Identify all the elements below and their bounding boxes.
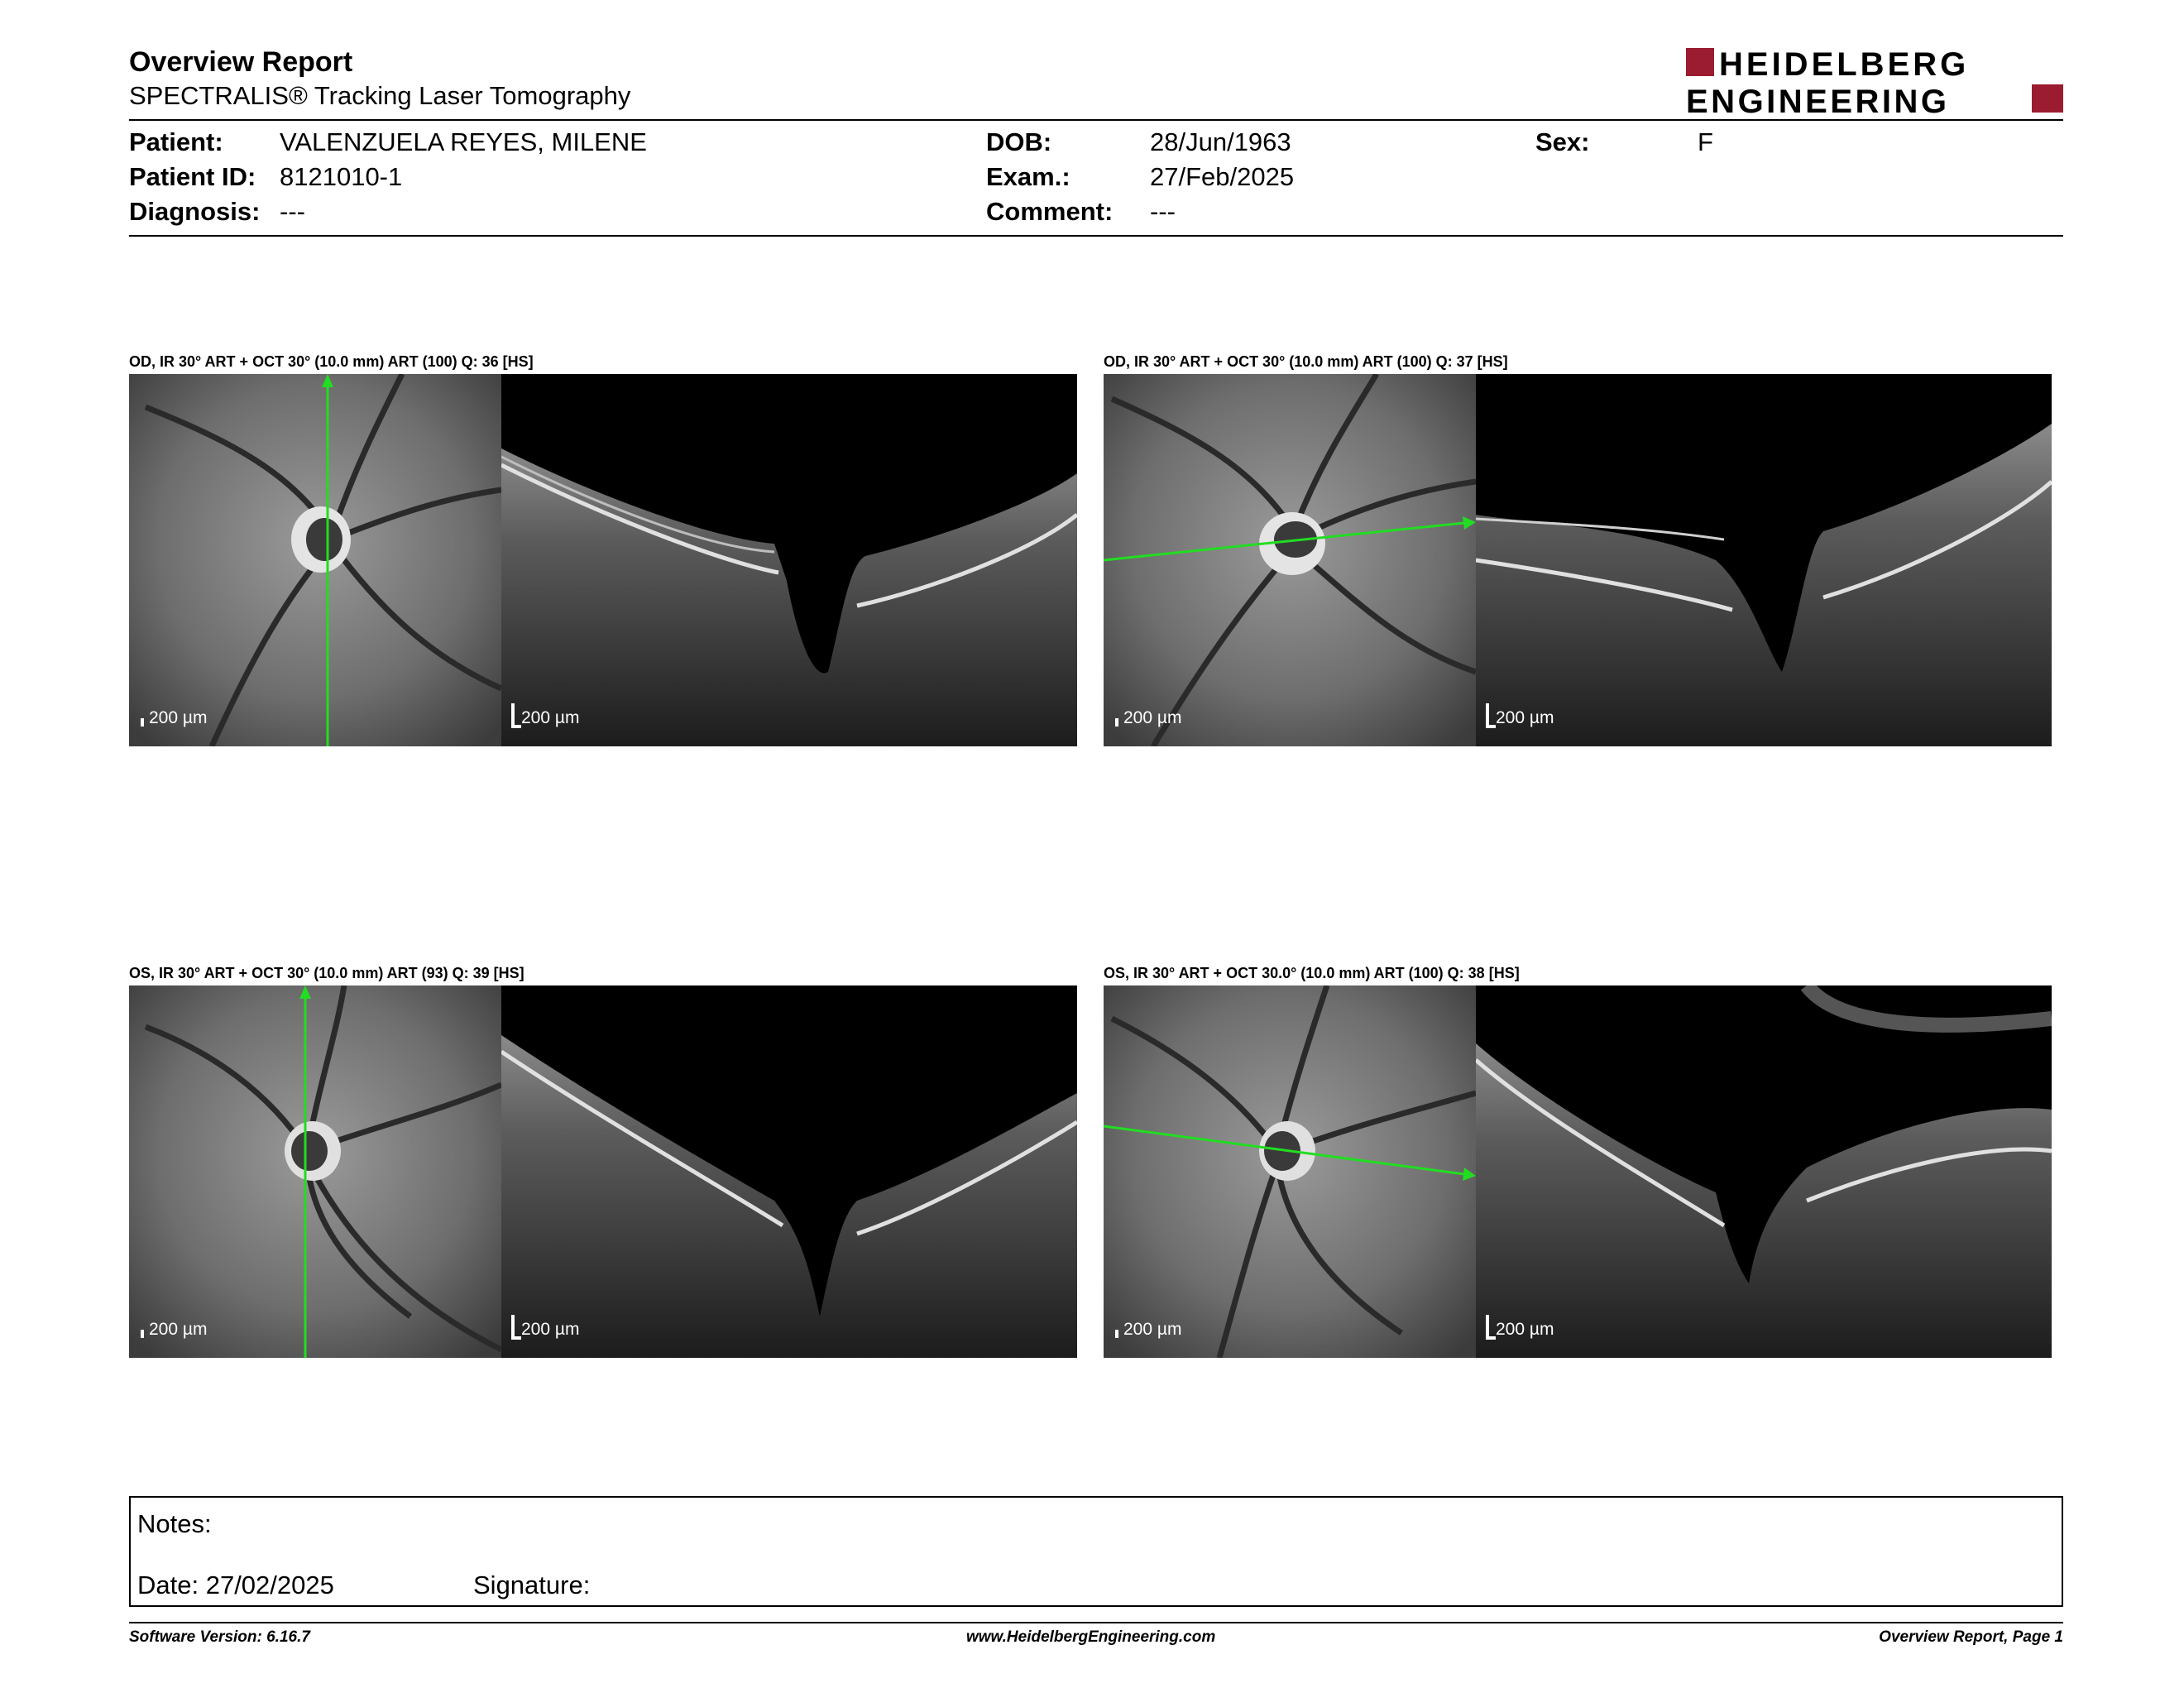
oct-scale-label-3: 200 µm: [521, 1320, 580, 1339]
oct-image-4: [1476, 985, 2052, 1358]
comment-label: Comment:: [986, 197, 1114, 226]
oct-image-1: [501, 374, 1077, 746]
notes-box[interactable]: [129, 1496, 2063, 1607]
ir-scale-label-2: 200 µm: [1123, 708, 1182, 727]
footer-rule: [129, 1622, 2063, 1623]
scan-title-3: OS, IR 30° ART + OCT 30° (10.0 mm) ART (93) Q: 39 [HS]: [129, 965, 524, 981]
scan-title-2: OD, IR 30° ART + OCT 30° (10.0 mm) ART (100) Q: 37 [HS]: [1104, 353, 1508, 370]
website-link[interactable]: www.HeidelbergEngineering.com: [966, 1628, 1216, 1646]
diagnosis-value: ---: [280, 197, 305, 226]
logo-line1: HEIDELBERG: [1719, 46, 1970, 83]
oct-scale-label-4: 200 µm: [1496, 1320, 1554, 1339]
ir-scale-label-4: 200 µm: [1123, 1320, 1182, 1339]
scale-bar-icon: [141, 718, 144, 727]
scale-bar-icon: [1115, 1330, 1118, 1338]
sex-value: F: [1698, 127, 1713, 156]
scan-title-1: OD, IR 30° ART + OCT 30° (10.0 mm) ART (100) Q: 36 [HS]: [129, 353, 534, 370]
ir-image-2: [1104, 374, 1476, 746]
exam-label: Exam.:: [986, 162, 1070, 191]
ir-image-3: [129, 985, 501, 1358]
report-subtitle: SPECTRALIS® Tracking Laser Tomography: [129, 81, 631, 110]
oct-scale-label-2: 200 µm: [1496, 708, 1554, 727]
ir-scale-label-1: 200 µm: [149, 708, 208, 727]
scale-bar-icon: [1115, 718, 1118, 727]
patient-id: 8121010-1: [280, 162, 403, 191]
dob-label: DOB:: [986, 127, 1052, 156]
signature-label: Signature:: [473, 1571, 591, 1599]
heidelberg-logo: [1686, 46, 2063, 116]
page-indicator: Overview Report, Page 1: [1879, 1628, 2063, 1646]
dob-value: 28/Jun/1963: [1150, 127, 1291, 156]
oct-image-3: [501, 985, 1077, 1358]
ir-image-1: [129, 374, 501, 746]
comment-value: ---: [1150, 197, 1176, 226]
oct-image-2: [1476, 374, 2052, 746]
scan-title-4: OS, IR 30° ART + OCT 30.0° (10.0 mm) ART (100) Q: 38 [HS]: [1104, 965, 1520, 981]
logo-line2: ENGINEERING: [1686, 84, 1950, 116]
date-label: Date: 27/02/2025: [137, 1571, 334, 1599]
patient-rule: [129, 235, 2063, 237]
report-title: Overview Report: [129, 46, 353, 78]
scale-bar-icon: [141, 1330, 144, 1338]
exam-value: 27/Feb/2025: [1150, 162, 1295, 191]
patient-name: VALENZUELA REYES, MILENE: [280, 127, 647, 156]
sex-label: Sex:: [1535, 127, 1590, 156]
header-rule: [129, 119, 2063, 121]
ir-scale-label-3: 200 µm: [149, 1320, 208, 1339]
ir-image-4: [1104, 985, 1476, 1358]
diagnosis-label: Diagnosis:: [129, 197, 261, 226]
patient-id-label: Patient ID:: [129, 162, 256, 191]
software-version: Software Version: 6.16.7: [129, 1628, 310, 1646]
oct-scale-label-1: 200 µm: [521, 708, 580, 727]
patient-label: Patient:: [129, 127, 223, 156]
notes-label: Notes:: [137, 1509, 212, 1538]
